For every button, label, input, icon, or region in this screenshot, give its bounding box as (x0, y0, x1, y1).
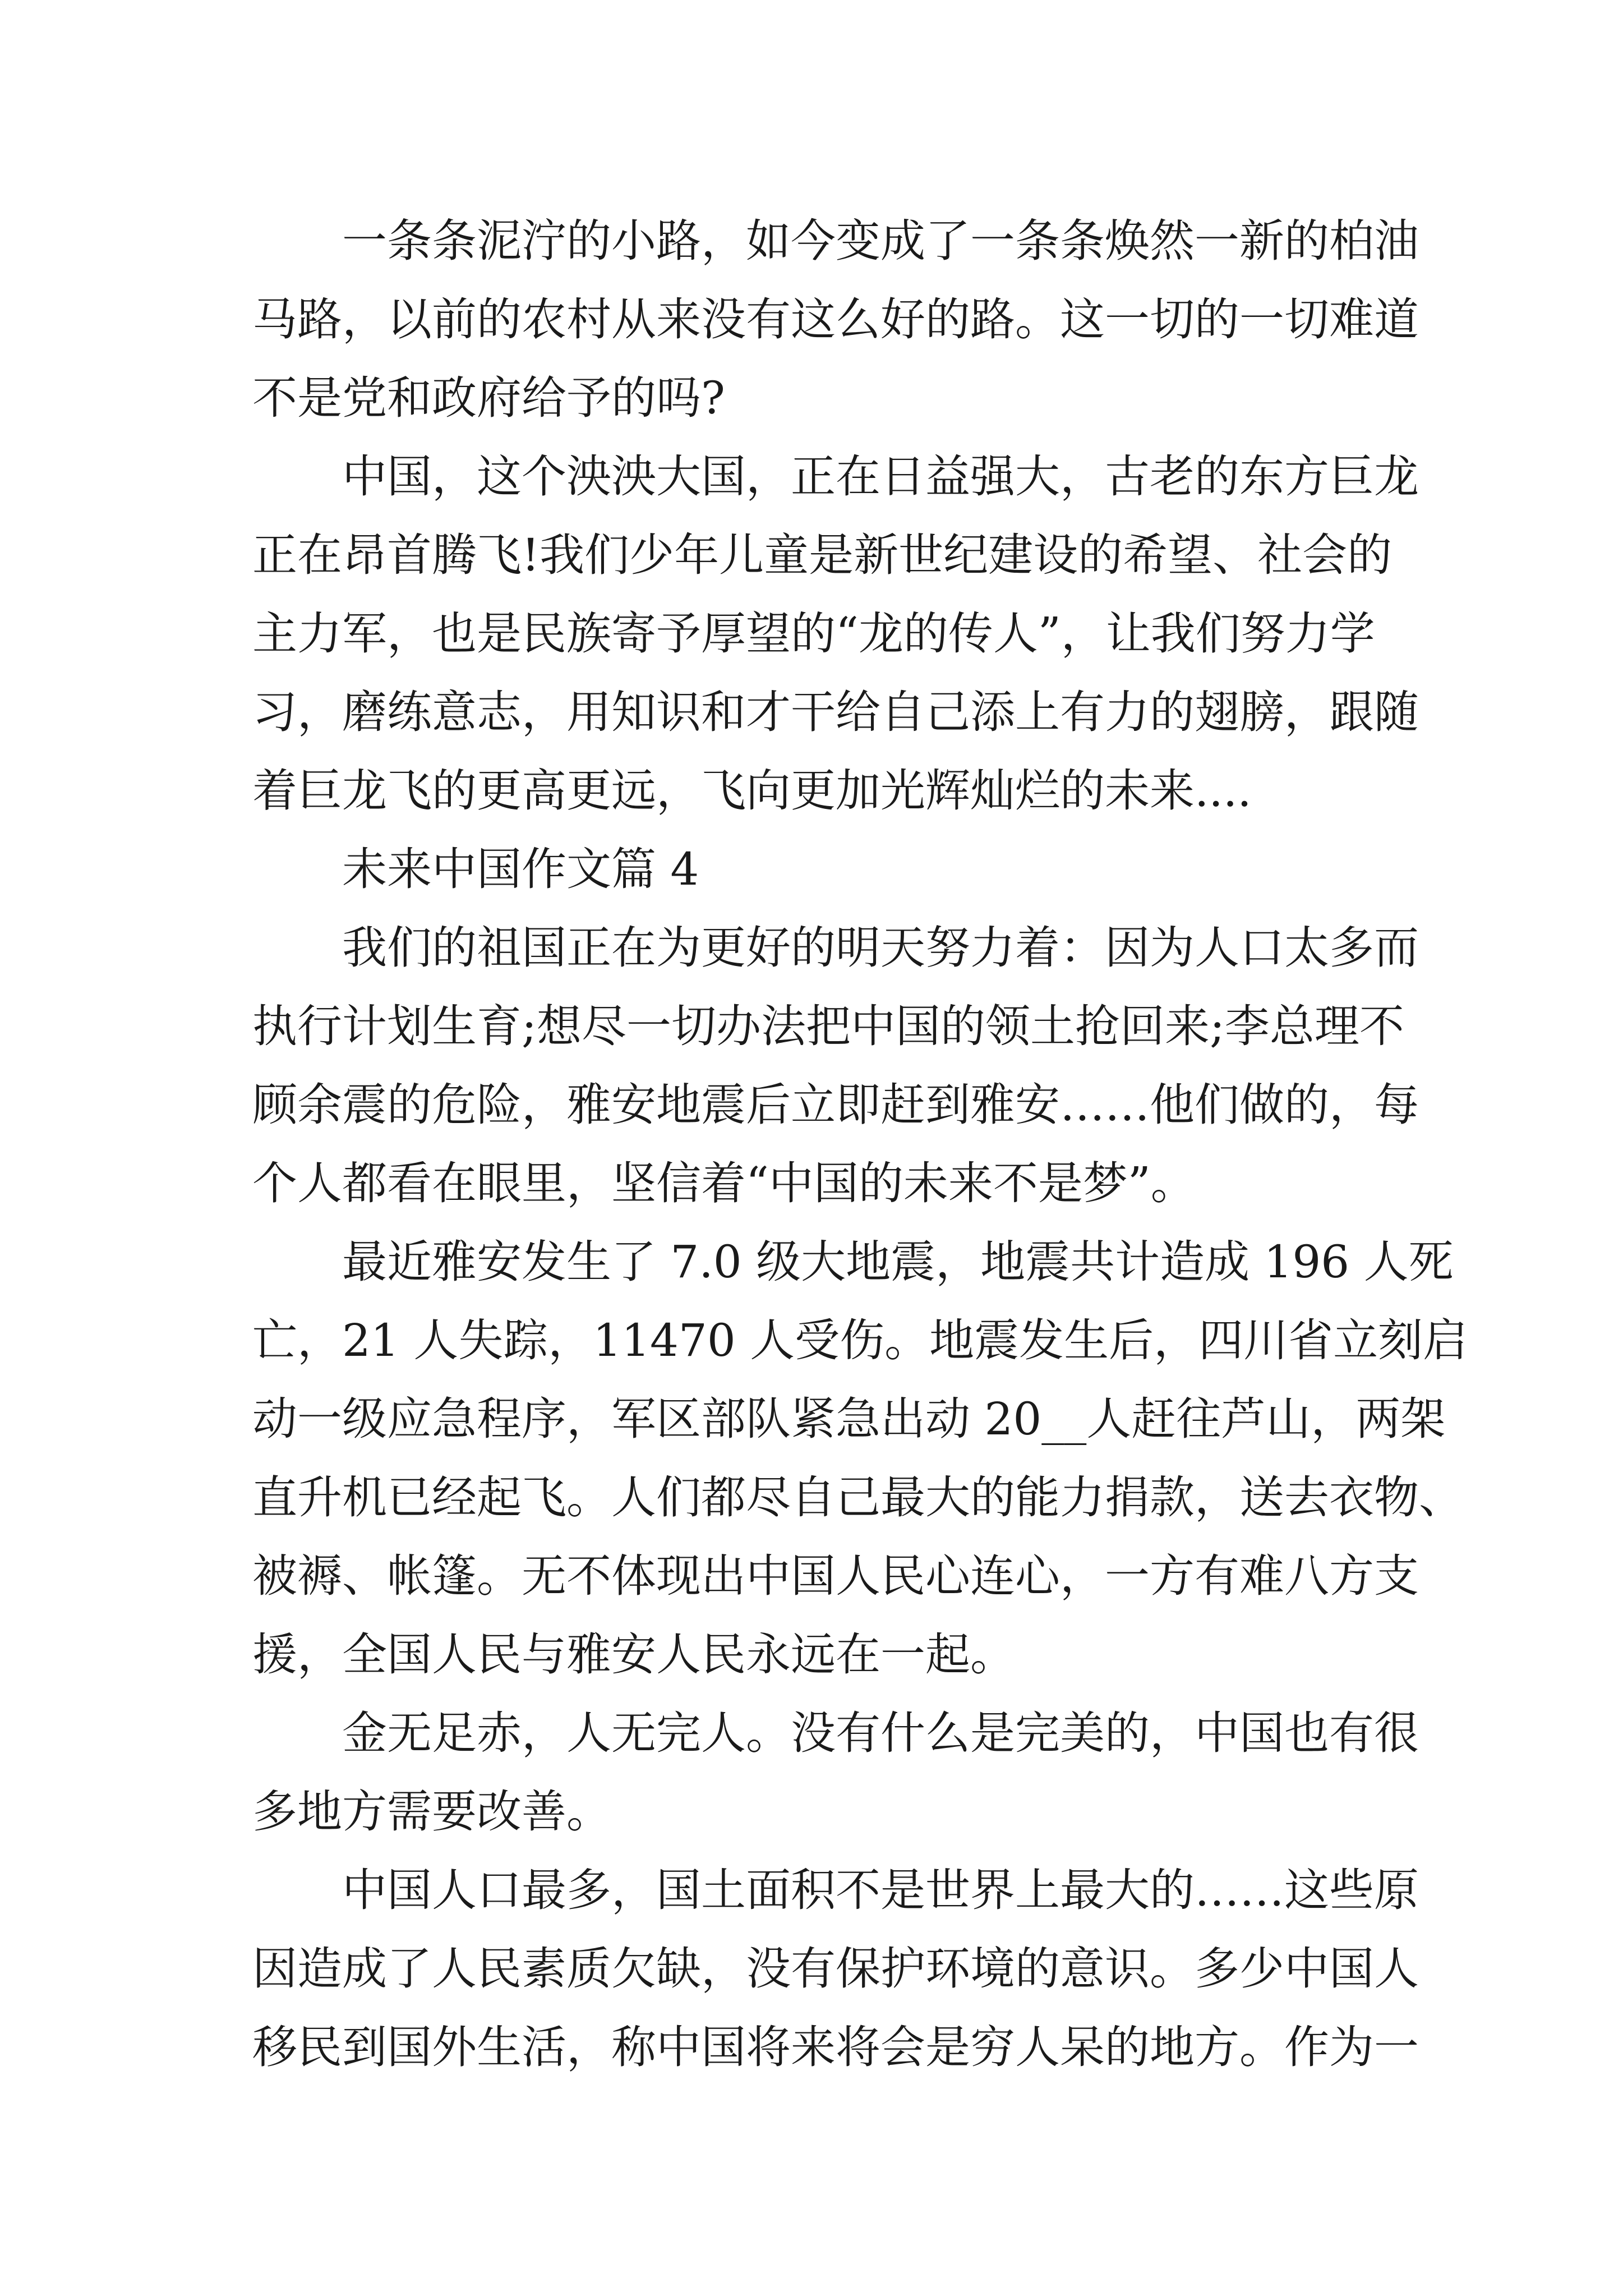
text-line: 最近雅安发生了 7.0 级大地震，地震共计造成 196 人死 (342, 1236, 1454, 1288)
text-line: 移民到国外生活，称中国将来将会是穷人呆的地方。作为一 (252, 2021, 1419, 2073)
text-line: 多地方需要改善。 (252, 1786, 611, 1838)
text-line: 习，磨练意志，用知识和才干给自己添上有力的翅膀，跟随 (252, 686, 1419, 738)
text-line: 因造成了人民素质欠缺，没有保护环境的意识。多少中国人 (252, 1943, 1419, 1995)
text-line: 金无足赤，人无完人。没有什么是完美的，中国也有很 (342, 1707, 1419, 1759)
text-line: 一条条泥泞的小路，如今变成了一条条焕然一新的柏油 (342, 215, 1419, 267)
text-line: 顾余震的危险，雅安地震后立即赶到雅安……他们做的，每 (252, 1079, 1419, 1131)
text-line: 亡，21 人失踪，11470 人受伤。地震发生后，四川省立刻启 (252, 1314, 1468, 1366)
text-line: 动一级应急程序，军区部队紧急出动 20__人赶往芦山，两架 (252, 1393, 1446, 1445)
text-line: 我们的祖国正在为更好的明天努力着：因为人口太多而 (342, 922, 1419, 974)
text-line: 正在昂首腾飞!我们少年儿童是新世纪建设的希望、社会的 (252, 529, 1393, 581)
text-line: 执行计划生育;想尽一切办法把中国的领土抢回来;李总理不 (252, 1000, 1404, 1052)
text-line: 援，全国人民与雅安人民永远在一起。 (252, 1628, 1015, 1681)
text-line: 被褥、帐篷。无不体现出中国人民心连心，一方有难八方支 (252, 1550, 1419, 1602)
text-line: 着巨龙飞的更高更远，飞向更加光辉灿烂的未来.... (252, 765, 1252, 817)
text-line: 个人都看在眼里，坚信着“中国的未来不是梦”。 (252, 1157, 1196, 1209)
text-line: 马路，以前的农村从来没有这么好的路。这一切的一切难道 (252, 293, 1419, 346)
section-heading: 未来中国作文篇 4 (342, 843, 699, 895)
text-line: 主力军，也是民族寄予厚望的“龙的传人”，让我们努力学 (252, 608, 1375, 660)
text-line: 中国，这个泱泱大国，正在日益强大，古老的东方巨龙 (342, 450, 1419, 503)
text-line: 不是党和政府给予的吗? (252, 372, 725, 424)
text-line: 中国人口最多，国土面积不是世界上最大的……这些原 (342, 1864, 1419, 1916)
text-line: 直升机已经起飞。人们都尽自己最大的能力捐款，送去衣物、 (252, 1471, 1464, 1524)
